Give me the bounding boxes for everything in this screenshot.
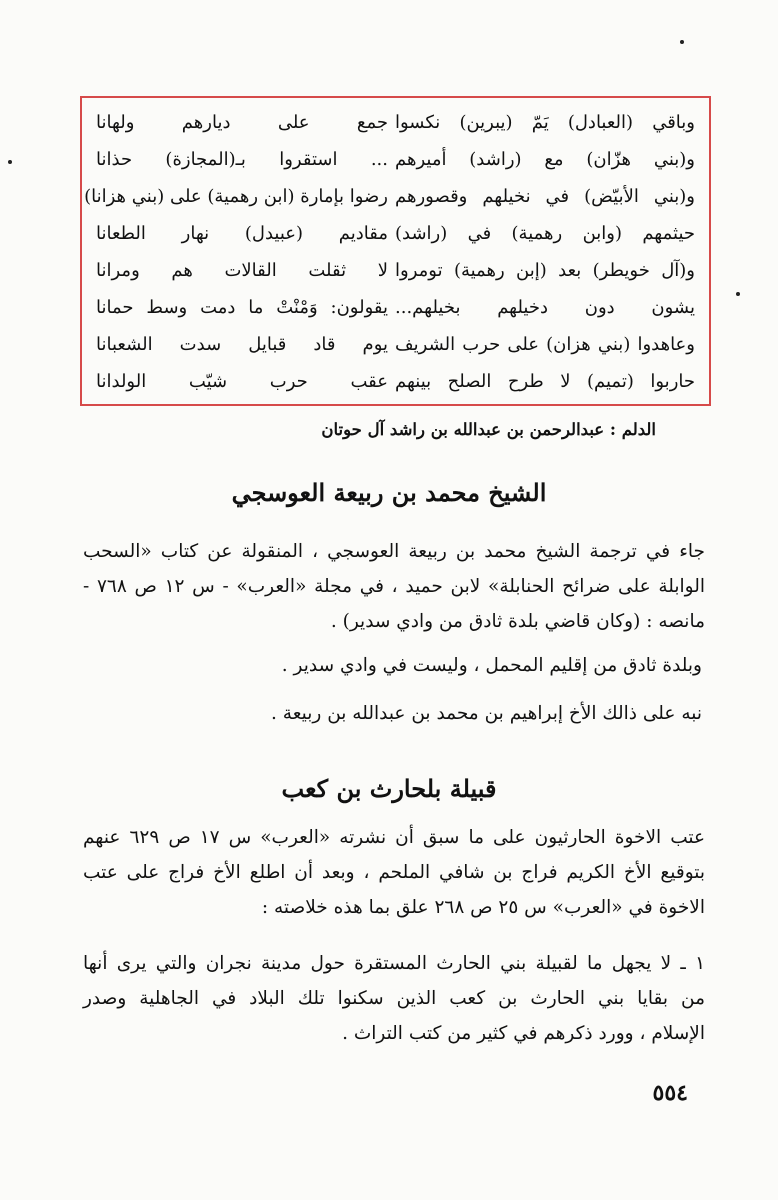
paragraph-line: الاخوة في «العرب» س ٢٥ ص ٢٦٨ علق بما هذه خلاصته : [261,897,705,918]
poem-verse: رضوا بإمارة (ابن رهمية) على (بني هزانا) [84,186,388,207]
section1-credit: نبه على ذالك الأخ إبراهيم بن محمد بن عبدالله بن ربيعة . [271,703,702,724]
scan-dot [736,292,740,296]
poem-verse: و(بني الأبيّض) في نخيلهم وقصورهم [395,186,695,207]
poem-box [80,96,711,406]
paragraph-line: جاء في ترجمة الشيخ محمد بن ربيعة العوسجي ، المنقولة عن كتاب «السحب [83,541,705,562]
section-title: قبيلة بلحارث بن كعب [281,774,497,803]
scan-dot [8,160,12,164]
poem-verse: يقولون: وَمْنْتْ ما دمت وسط حمانا [96,297,388,318]
poem-verse: و(بني هزّان) مع (راشد) أميرهم [395,149,695,170]
paragraph-line: ١ ـ لا يجهل ما لقبيلة بني الحارث المستقرة حول مدينة نجران والتي يرى أنها [83,953,705,974]
section1-paragraph [83,534,705,639]
section1-note: وبلدة ثادق من إقليم المحمل ، وليست في وادي سدير . [281,655,702,676]
poem-verse: يشون دون دخيلهم بخيلهم... [395,297,695,318]
poem-verse: و(آل خويطر) بعد (إبن رهمية) تومروا [395,260,695,281]
poem-verse: مقاديم (عبيدل) نهار الطعانا [96,223,388,244]
poem-verse: ... استقروا بـ(المجازة) حذانا [96,149,388,170]
section2-point-1 [83,946,705,1051]
poem-verse: عقب حرب شيّب الولدانا [96,371,388,392]
paragraph-line: مانصه : (وكان قاضي بلدة ثادق من وادي سدير) . [330,611,705,632]
poem-verse: حيثمهم (وابن رهمية) في (راشد) [395,223,695,244]
poem-verse: وعاهدوا (بني هزان) على حرب الشريف [395,334,695,355]
paragraph-line: الوابلة على ضرائح الحنابلة» لابن حميد ، في مجلة «العرب» - س ١٢ ص ٧٦٨ - [83,576,705,597]
poem-verse: وباقي (العبادل) يَمّ (يبرين) نكسوا [395,112,695,133]
paragraph-line: الإسلام ، وورد ذكرهم في كثير من كتب التراث . [342,1023,705,1044]
poem-verse: يوم قاد قبايل سدت الشعبانا [96,334,388,355]
scan-dot [680,40,684,44]
poem-verse: حاربوا (تميم) لا طرح الصلح بينهم [395,371,695,392]
paragraph-line: من بقايا بني الحارث بن كعب الذين سكنوا تلك البلاد في الجاهلية وصدر [83,988,705,1009]
poem-attribution: الدلم : عبدالرحمن بن عبدالله بن راشد آل حوتان [321,420,656,439]
poem-verse: لا ثقلت القالات هم ومرانا [96,260,388,281]
section2-paragraph [83,820,705,925]
poem-verse: جمع على ديارهم ولهانا [96,112,388,133]
page-number: ٥٥٤ [652,1080,688,1106]
paragraph-line: عتب الاخوة الحارثيون على ما سبق أن نشرته «العرب» س ١٧ ص ٦٢٩ عنهم [83,827,705,848]
paragraph-line: بتوقيع الأخ الكريم فراج بن شافي الملحم ، وبعد أن اطلع الأخ فراج على عتب [83,862,705,883]
section-title: الشيخ محمد بن ربيعة العوسجي [231,478,547,507]
